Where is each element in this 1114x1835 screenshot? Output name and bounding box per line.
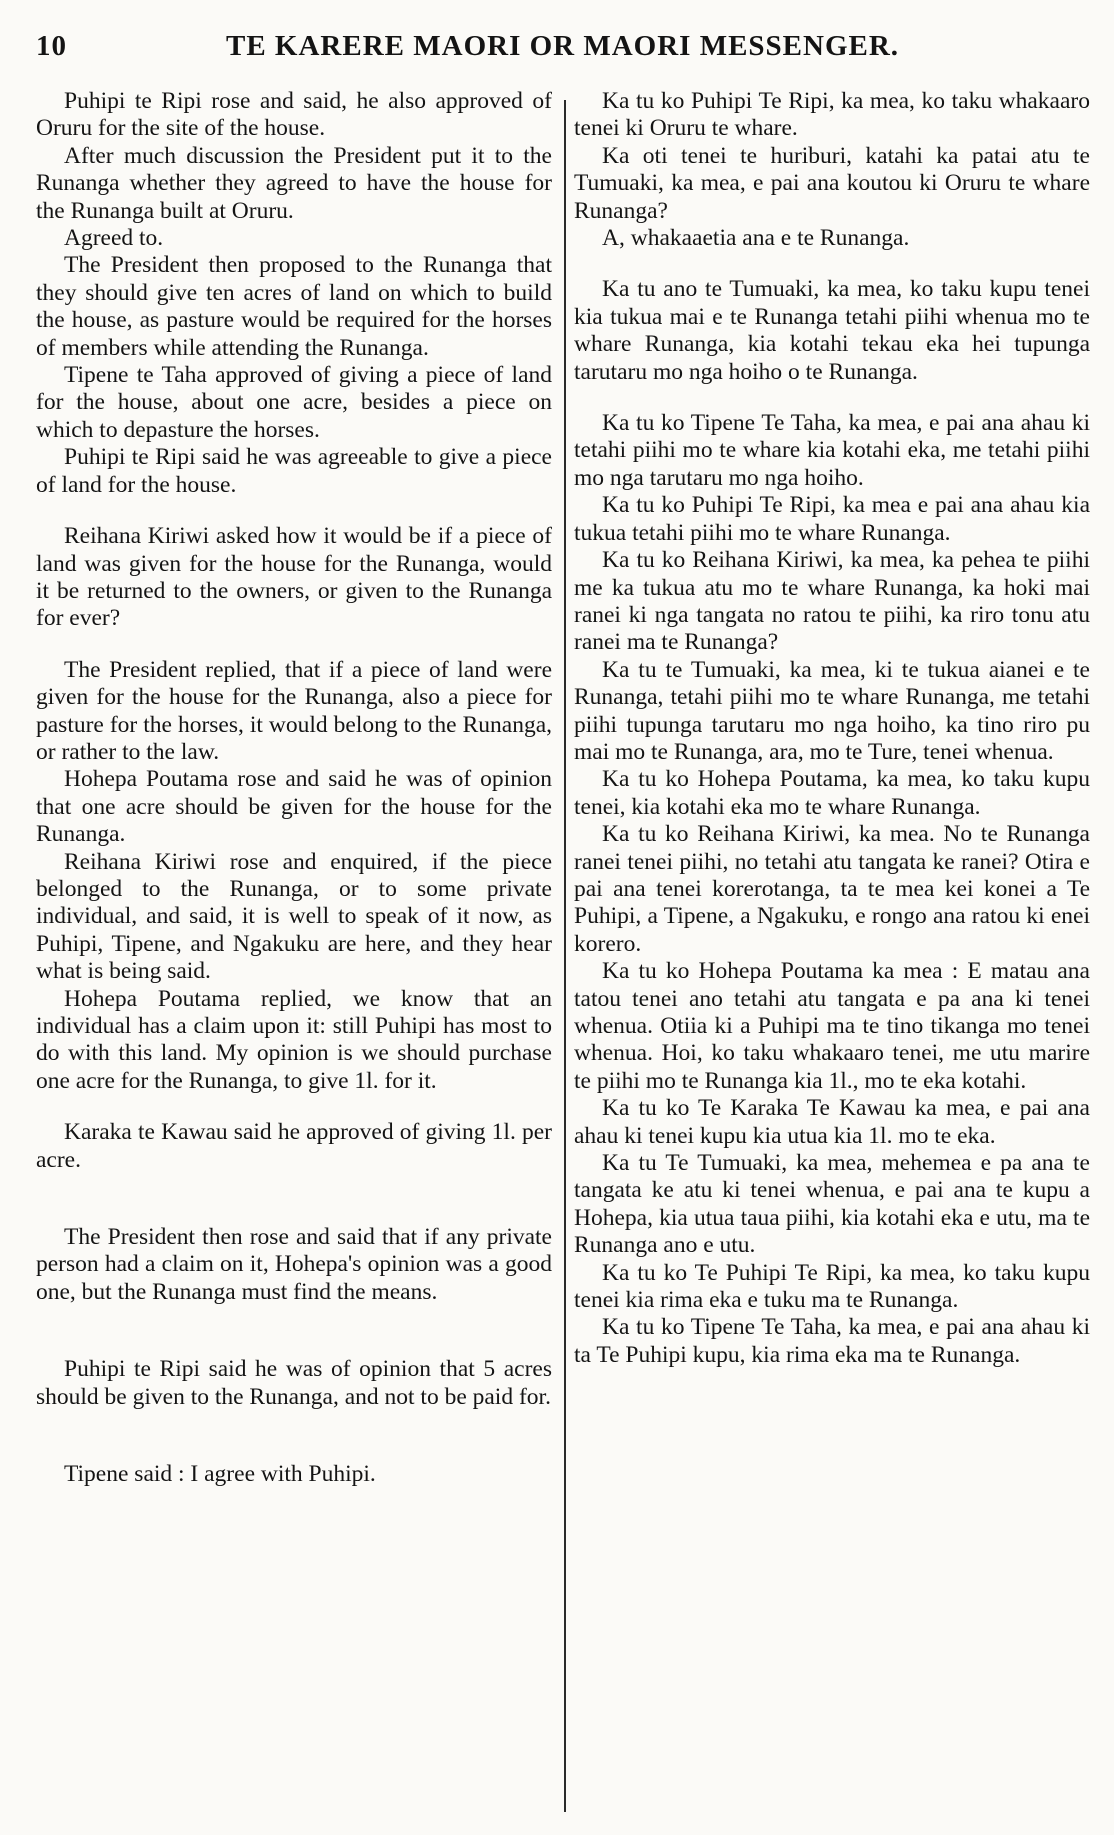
english-paragraph: Tipene te Taha approved of giving a piece of land for the house, about one acre, besides a piece on which to depasture the horses. (36, 362, 552, 443)
maori-paragraph: Ka tu ko Te Karaka Te Kawau ka mea, e pai ana ahau ki tenei kupu kia utua kia 1l. mo te eka. (574, 1095, 1090, 1149)
maori-paragraph: Ka tu ko Te Puhipi Te Ripi, ka mea, ko taku kupu tenei kia rima eka e tuku ma te Runanga. (574, 1259, 1090, 1314)
english-paragraph: Puhipi te Ripi said he was agreeable to give a piece of land for the house. (36, 444, 552, 498)
running-title: TE KARERE MAORI OR MAORI MESSENGER. (226, 30, 900, 62)
english-paragraph: The President then rose and said that if any private person had a claim on it, Hohepa's opinion was a good one, but the Runanga must find the means. (36, 1224, 552, 1305)
maori-paragraph: Ka tu ko Hohepa Poutama, ka mea, ko taku kupu tenei, kia kotahi eka mo te whare Runanga. (574, 766, 1090, 820)
english-paragraph: Reihana Kiriwi asked how it would be if a piece of land was given for the house for the Runanga, would it be returned to the owners, or given to the Runanga for ever? (36, 523, 552, 632)
english-paragraph: After much discussion the President put it to the Runanga whether they agreed to have the house for the Runanga built at Oruru. (36, 142, 552, 224)
maori-paragraph: Ka tu ko Tipene Te Taha, ka mea, e pai ana ahau ki tetahi piihi mo te whare kia kotahi eka, me tetahi piihi mo nga tarutaru mo nga hoiho. (574, 410, 1090, 491)
english-paragraph: Hohepa Poutama replied, we know that an individual has a claim upon it: still Puhipi has most to do with this land. My opinion is we should purchase one acre for the Runanga, to give 1l. for it. (36, 985, 552, 1094)
english-column (36, 88, 552, 1488)
english-paragraph: Agreed to. (64, 225, 164, 252)
page-number: 10 (36, 30, 67, 62)
english-paragraph: Reihana Kiriwi rose and enquired, if the piece belonged to the Runanga, or to some private individual, and said, it is well to speak of it now, as Puhipi, Tipene, and Ngakuku are here, and they hear what is being said. (36, 848, 552, 985)
english-paragraph: Tipene said : I agree with Puhipi. (64, 1461, 376, 1488)
maori-paragraph: A, whakaaetia ana e te Runanga. (602, 225, 910, 252)
maori-paragraph: Ka tu ko Puhipi Te Ripi, ka mea, ko taku whakaaro tenei ki Oruru te whare. (574, 88, 1090, 142)
maori-paragraph: Ka tu ko Tipene Te Taha, ka mea, e pai ana ahau ki ta Te Puhipi kupu, kia rima eka ma te Runanga. (574, 1314, 1090, 1368)
english-paragraph: The President then proposed to the Runanga that they should give ten acres of land on which to build the house, as pasture would be required for the horses of members while attending the Runanga. (36, 252, 552, 361)
maori-paragraph: Ka tu te Tumuaki, ka mea, ki te tukua aianei e te Runanga, tetahi piihi mo te whare Runanga, me tetahi piihi tupunga tarutaru mo nga hoiho, ka tino riro pu mai mo te Runanga, ara, mo te Ture, tenei whenua. (574, 656, 1090, 765)
english-paragraph: The President replied, that if a piece of land were given for the house for the Runanga, also a piece for pasture for the horses, it would belong to the Runanga, or rather to the law. (36, 656, 552, 765)
page-header (36, 30, 1076, 70)
maori-paragraph: Ka tu ko Reihana Kiriwi, ka mea, ka pehea te piihi me ka tukua atu mo te whare Runanga, ka hoki mai ranei ki nga tangata no ratou te piihi, ka riro tonu atu ranei ma te Runanga? (574, 547, 1090, 656)
maori-paragraph: Ka tu Te Tumuaki, ka mea, mehemea e pa ana te tangata ke atu ki tenei whenua, e pai ana te kupu a Hohepa, kia utua taua piihi, kia kotahi eka e utu, ma te Runanga ano e utu. (574, 1150, 1090, 1259)
english-paragraph: Hohepa Poutama rose and said he was of opinion that one acre should be given for the house for the Runanga. (36, 766, 552, 848)
maori-column (574, 88, 1090, 1369)
english-paragraph: Puhipi te Ripi said he was of opinion that 5 acres should be given to the Runanga, and not to be paid for. (36, 1356, 552, 1410)
maori-paragraph: Ka tu ko Puhipi Te Ripi, ka mea e pai ana ahau kia tukua tetahi piihi mo te whare Runanga. (574, 492, 1090, 546)
column-divider (564, 100, 566, 1812)
english-paragraph: Karaka te Kawau said he approved of giving 1l. per acre. (36, 1119, 552, 1173)
maori-paragraph: Ka tu ko Reihana Kiriwi, ka mea. No te Runanga ranei tenei piihi, no tetahi atu tangata ke ranei? Otira e pai ana tenei korerotanga, ta te mea kei konei a Te Puhipi, a Tipene, a Ngakuku, e rongo ana ratou ki enei korero. (574, 821, 1090, 957)
maori-paragraph: Ka oti tenei te huriburi, katahi ka patai atu te Tumuaki, ka mea, e pai ana koutou ki Oruru te whare Runanga? (574, 142, 1090, 224)
maori-paragraph: Ka tu ko Hohepa Poutama ka mea : E matau ana tatou tenei ano tetahi atu tangata e pa ana ki tenei whenua. Otiia ki a Puhipi ma te tino tikanga mo tenei whenua. Hoi, ko taku whakaaro tenei, me utu marire te piihi mo te Runanga kia 1l., mo te eka kotahi. (574, 958, 1090, 1094)
english-paragraph: Puhipi te Ripi rose and said, he also approved of Oruru for the site of the house. (36, 88, 552, 142)
maori-paragraph: Ka tu ano te Tumuaki, ka mea, ko taku kupu tenei kia tukua mai e te Runanga tetahi piihi whenua mo te whare Runanga, kia kotahi tekau eka hei tupunga tarutaru mo nga hoiho o te Runanga. (574, 276, 1090, 385)
